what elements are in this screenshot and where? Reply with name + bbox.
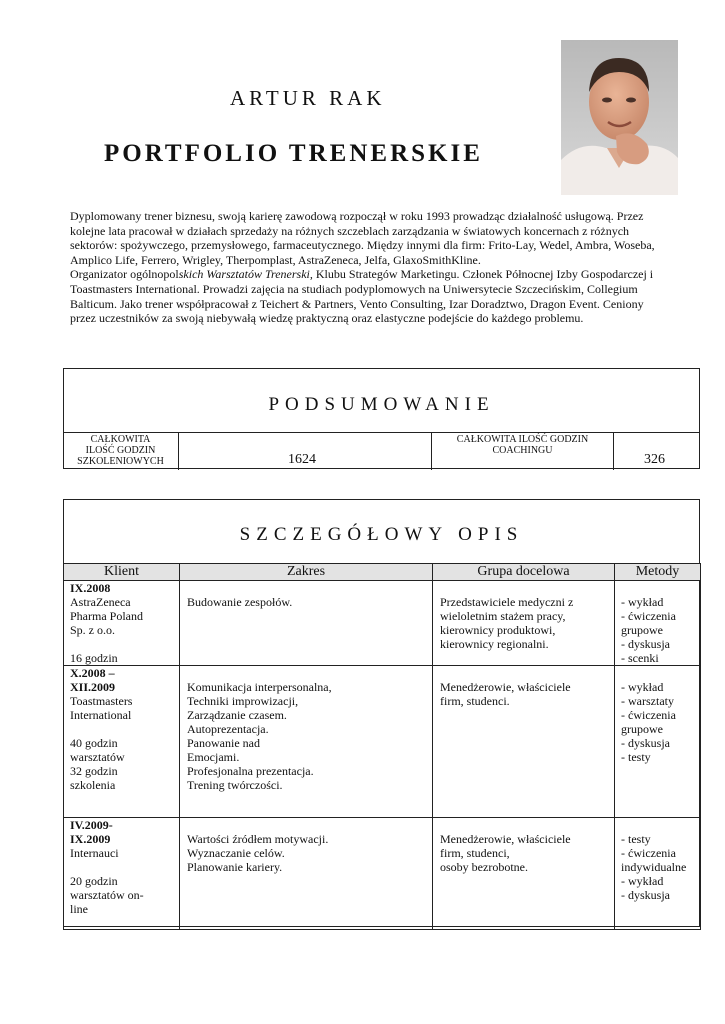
column-header-grupa: Grupa docelowa bbox=[433, 564, 615, 581]
client-line: 40 godzin bbox=[70, 736, 118, 750]
training-label-line-3: SZKOLENIOWYCH bbox=[77, 456, 164, 467]
intro-paragraph-1: Dyplomowany trener biznesu, swoją karierę zawodową rozpoczął w roku 1993 prowadząc działalność usługową. Przez kolejne lata pracował w działach sprzedaży na różnych szczeblach zarządzania w światowych koncernach z różnych sektorów: spożywczego, przemysłowego, farmaceutycznego. Między innymi dla firm: Frito-Lay, Wedel, Ambra, Woseba, Amplico Life, Ferrero, Wrigley, Therpomplast, AstraZeneca, Jelfa, GlaxoSmithKline. bbox=[70, 209, 655, 267]
metody-line: - wykład bbox=[621, 874, 664, 888]
metody-line: - dyskusja bbox=[621, 637, 670, 651]
grupa-line: wieloletnim stażem pracy, bbox=[440, 609, 566, 623]
metody-line: - dyskusja bbox=[621, 888, 670, 902]
intro-paragraph-2-rest: Klubu Strategów Marketingu. Członek Północnej Izby Gospodarczej i Toastmasters International. Prowadzi zajęcia na studiach podyplomowych na Uniwersytecie Szczecińskim, Collegium Balticum. Jako trener współpracował z Teichert & Partners, Vento Consulting, Izar Doradztwo, Dragon Event. Ceniony przez uczestników za swoją niebywałą wiedzę praktyczną oraz elastyczne podejście do każdego problemu. bbox=[70, 267, 654, 326]
client-line: 32 godzin bbox=[70, 764, 118, 778]
detail-header-row bbox=[64, 564, 701, 581]
client-line: International bbox=[70, 708, 132, 722]
client-line: line bbox=[70, 902, 88, 916]
metody-line: - wykład bbox=[621, 680, 664, 694]
training-hours-cell bbox=[179, 433, 432, 470]
period-line: IV.2009- bbox=[70, 818, 113, 832]
summary-row bbox=[63, 432, 700, 470]
column-header-client: Klient bbox=[64, 564, 180, 581]
training-hours-label bbox=[63, 433, 179, 470]
intro-paragraph-2-start: Organizator ogólnopol bbox=[70, 267, 179, 282]
detail-table bbox=[63, 563, 701, 930]
metody-line: - scenki bbox=[621, 651, 659, 665]
page-title: PORTFOLIO TRENERSKIE bbox=[104, 140, 483, 167]
client-cell bbox=[64, 581, 180, 666]
metody-line: - ćwiczenia bbox=[621, 609, 676, 623]
table-row bbox=[64, 818, 701, 930]
metody-line: - ćwiczenia bbox=[621, 846, 676, 860]
period-line: IX.2008 bbox=[70, 581, 111, 595]
zakres-line: Budowanie zespołów. bbox=[187, 595, 293, 609]
detail-box bbox=[63, 499, 700, 927]
zakres-line: Autoprezentacja. bbox=[187, 722, 269, 736]
client-line: warsztatów on- bbox=[70, 888, 144, 902]
trainer-name: ARTUR RAK bbox=[230, 86, 386, 110]
client-cell bbox=[64, 666, 180, 818]
client-line: Toastmasters bbox=[70, 694, 133, 708]
client-cell bbox=[64, 818, 180, 930]
training-label-line-1: CAŁKOWITA bbox=[90, 434, 151, 445]
zakres-line: Wyznaczanie celów. bbox=[187, 846, 285, 860]
metody-cell bbox=[615, 818, 701, 930]
period-line: IX.2009 bbox=[70, 832, 111, 846]
grupa-line: firm, studenci. bbox=[440, 694, 510, 708]
metody-line: - wykład bbox=[621, 595, 664, 609]
grupa-cell bbox=[433, 666, 615, 818]
metody-line: - testy bbox=[621, 832, 651, 846]
client-line: warsztatów bbox=[70, 750, 125, 764]
zakres-line: Panowanie nad bbox=[187, 736, 260, 750]
table-row bbox=[64, 581, 701, 666]
grupa-line: Przedstawiciele medyczni z bbox=[440, 595, 574, 609]
zakres-line: Planowanie kariery. bbox=[187, 860, 283, 874]
intro-workshops-name: skich Warsztatów Trenerski, bbox=[178, 267, 313, 282]
metody-line: - warsztaty bbox=[621, 694, 674, 708]
client-line: szkolenia bbox=[70, 778, 116, 792]
metody-line: - ćwiczenia bbox=[621, 708, 676, 722]
client-line: Internauci bbox=[70, 846, 119, 860]
grupa-line: Menedżerowie, właściciele bbox=[440, 832, 571, 846]
zakres-line: Zarządzanie czasem. bbox=[187, 708, 287, 722]
coaching-label-line-2: COACHINGU bbox=[492, 445, 553, 456]
metody-cell bbox=[615, 666, 701, 818]
zakres-line: Emocjami. bbox=[187, 750, 240, 764]
client-line bbox=[70, 637, 176, 651]
intro-text bbox=[70, 209, 670, 326]
column-header-zakres: Zakres bbox=[180, 564, 433, 581]
client-line bbox=[70, 722, 176, 736]
client-line: 20 godzin bbox=[70, 874, 118, 888]
grupa-line: Menedżerowie, właściciele bbox=[440, 680, 571, 694]
column-header-metody: Metody bbox=[615, 564, 701, 581]
period-line: XII.2009 bbox=[70, 680, 116, 694]
coaching-label-line-1: CAŁKOWITA ILOŚĆ GODZIN bbox=[456, 434, 589, 445]
zakres-line: Trening twórczości. bbox=[187, 778, 283, 792]
grupa-line: firm, studenci, bbox=[440, 846, 510, 860]
summary-heading: PODSUMOWANIE bbox=[268, 394, 495, 415]
client-line: Pharma Poland bbox=[70, 609, 143, 623]
zakres-line: Wartości źródłem motywacji. bbox=[187, 832, 329, 846]
period-line: X.2008 – bbox=[70, 666, 115, 680]
table-row bbox=[64, 666, 701, 818]
grupa-line: kierownicy regionalni. bbox=[440, 637, 549, 651]
metody-line: indywidualne bbox=[621, 860, 687, 874]
client-line: AstraZeneca bbox=[70, 595, 131, 609]
zakres-cell bbox=[180, 818, 433, 930]
coaching-hours-cell bbox=[614, 433, 700, 470]
portrait-photo bbox=[561, 40, 678, 195]
training-hours-value: 1624 bbox=[288, 452, 316, 467]
detail-heading: SZCZEGÓŁOWY OPIS bbox=[239, 524, 524, 545]
summary-box bbox=[63, 368, 700, 469]
intro-paragraph-2 bbox=[70, 267, 670, 325]
zakres-line: Techniki improwizacji, bbox=[187, 694, 299, 708]
metody-line: - testy bbox=[621, 750, 651, 764]
zakres-cell bbox=[180, 666, 433, 818]
metody-line: grupowe bbox=[621, 722, 663, 736]
client-line bbox=[70, 860, 176, 874]
metody-line: - dyskusja bbox=[621, 736, 670, 750]
coaching-hours-value: 326 bbox=[644, 452, 665, 467]
grupa-line: kierownicy produktowi, bbox=[440, 623, 556, 637]
grupa-cell bbox=[433, 581, 615, 666]
metody-line: grupowe bbox=[621, 623, 663, 637]
zakres-cell bbox=[180, 581, 433, 666]
metody-cell bbox=[615, 581, 701, 666]
training-label-line-2: ILOŚĆ GODZIN bbox=[85, 445, 156, 456]
coaching-hours-label bbox=[432, 433, 614, 470]
zakres-line: Profesjonalna prezentacja. bbox=[187, 764, 314, 778]
zakres-line: Komunikacja interpersonalna, bbox=[187, 680, 332, 694]
grupa-cell bbox=[433, 818, 615, 930]
grupa-line: osoby bezrobotne. bbox=[440, 860, 528, 874]
client-line: Sp. z o.o. bbox=[70, 623, 115, 637]
client-line: 16 godzin bbox=[70, 651, 118, 665]
